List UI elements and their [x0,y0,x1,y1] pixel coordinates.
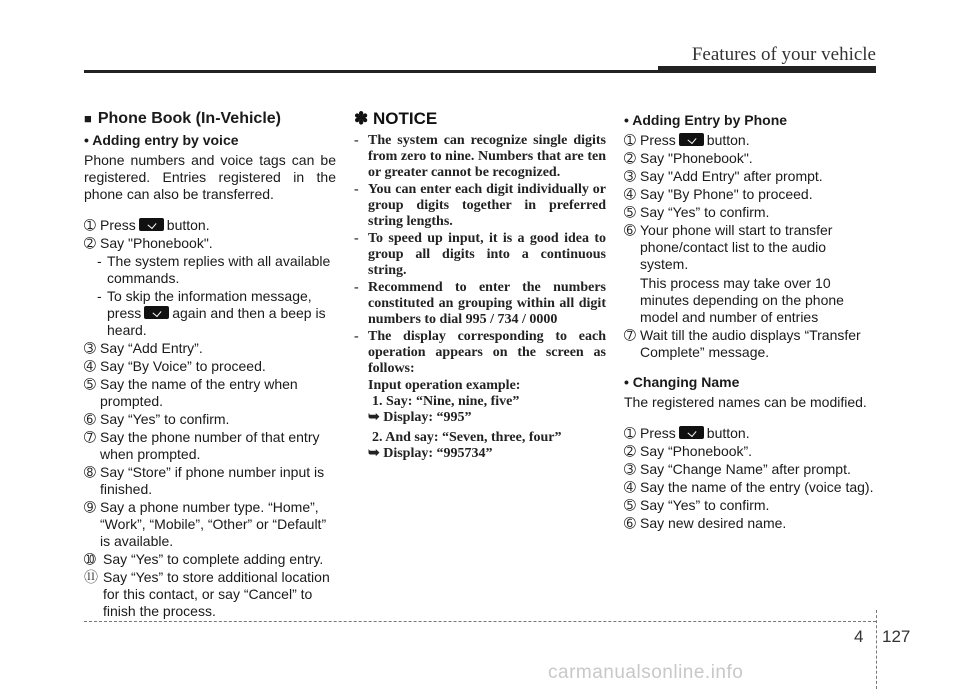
name-step-2 [624,443,878,460]
name-step-1 [624,425,878,442]
spacer [624,362,878,374]
step-number: ➂ [624,461,636,477]
step-2-note-1 [84,253,336,287]
step-8 [84,464,336,498]
example-label: Input operation example: [368,378,521,393]
step-number: ➀ [624,132,636,148]
step-text: Say the name of the entry (voice tag). [640,479,874,495]
phone-step-6-note [624,275,878,326]
notice-item [354,231,606,279]
step-number: ➅ [624,515,636,531]
subheading-changing-name: • Changing Name [624,374,740,390]
step-text: Say "Phonebook". [100,235,213,251]
step-6 [84,411,336,428]
notice-body [354,133,606,462]
header-rule-accent [658,66,876,73]
step-text: again and then a beep is heard. [107,305,326,338]
step-number: ➆ [624,327,636,343]
dash-marker: - [354,133,359,148]
talk-button-icon [144,306,169,319]
dash-marker: - [354,231,359,246]
step-number: ➅ [624,222,636,238]
column-phone-entry [624,106,878,533]
step-text: Say “Yes” to complete adding entry. [103,551,324,567]
step-number: ➇ [84,464,96,480]
step-text: Say "Add Entry" after prompt. [640,168,823,184]
notice-item [354,182,606,230]
notice-item [354,329,606,377]
step-text: Wait till the audio displays “Transfer Complete” message. [640,327,861,360]
step-number: ➂ [84,340,96,356]
example-2-display: ➥ Display: “995734” [368,446,493,461]
step-text: Your phone will start to transfer phone/contact list to the audio system. [640,222,833,272]
column-notice [354,106,606,466]
step-number: ➄ [624,204,636,220]
step-text: button. [706,425,750,441]
step-text: To skip the information message, press [107,288,312,321]
step-text: Press [640,132,676,148]
name-step-6 [624,515,878,532]
step-number: ➁ [624,150,636,166]
step-text: Say “Phonebook”. [640,443,753,459]
example-1-say: 1. Say: “Nine, nine, five” [372,394,520,409]
watermark: carmanualsonline.info [548,662,744,683]
step-number: ➃ [84,358,96,374]
talk-button-icon [679,426,704,439]
step-text: Say the phone number of that entry when prompted. [100,429,320,462]
step-number: ➁ [624,443,636,459]
step-number: ➃ [624,186,636,202]
step-text: This process may take over 10 minutes depending on the phone model and number of entries [640,275,844,325]
step-text: Press [640,425,676,441]
step-3 [84,340,336,357]
step-number: ➀ [84,217,96,233]
step-text: button. [706,132,750,148]
step-number: ➃ [624,479,636,495]
notice-item-text: To speed up input, it is a good idea to group all digits into a continuous string. [368,231,606,278]
step-text: Say “Yes” to confirm. [640,204,770,220]
example-2-say: 2. And say: “Seven, three, four” [372,430,562,445]
name-step-4 [624,479,878,496]
step-2-note-2 [84,288,336,339]
step-10 [84,551,336,568]
dash-marker: - [354,280,359,295]
step-number: ➅ [84,411,96,427]
phone-step-2 [624,150,878,167]
square-bullet-icon: ■ [84,111,92,126]
subheading-by-phone: • Adding Entry by Phone [624,112,788,128]
step-1 [84,217,336,234]
phone-step-5 [624,204,878,221]
step-11 [84,569,336,620]
step-text: Say “Add Entry”. [100,340,203,356]
notice-item [354,280,606,328]
step-number: ➂ [624,168,636,184]
step-4 [84,358,336,375]
step-text: Press [100,217,136,233]
step-text: Say "By Phone" to proceed. [640,186,813,202]
step-number: ➁ [84,235,96,251]
step-text: Say “Yes” to store additional location for this contact, or say “Cancel” to finish the process. [103,569,330,619]
step-5 [84,376,336,410]
phone-step-4 [624,186,878,203]
dash-marker: - [97,253,102,269]
footer-rule [84,621,876,622]
column-voice-entry [84,106,336,621]
notice-title: ✽ NOTICE [354,109,438,128]
step-text: Say new desired name. [640,515,787,531]
step-number: ➄ [624,497,636,513]
section-heading [84,110,336,127]
dash-marker: - [354,182,359,197]
dash-marker: - [354,329,359,344]
notice-item-text: The system can recognize single digits from zero to nine. Numbers that are ten or greater cannot be recognized. [368,133,606,180]
section-heading-text: Phone Book (In-Vehicle) [97,110,281,127]
step-text: Say “Store” if phone number input is finished. [100,464,325,497]
step-text: button. [166,217,210,233]
phone-step-7 [624,327,878,361]
phone-step-1 [624,132,878,149]
step-number: ➉ [84,551,96,567]
notice-item-text: Recommend to enter the numbers constituted an grouping within all digit numbers to dial 995 / 734 / 0000 [368,280,606,327]
step-text: Say the name of the entry when prompted. [100,376,298,409]
name-intro: The registered names can be modified. [624,394,867,410]
phone-step-6 [624,222,878,273]
intro-paragraph: Phone numbers and voice tags can be registered. Entries registered in the phone can also be transferred. [84,152,336,202]
footer-divider [876,610,877,689]
name-step-5 [624,497,878,514]
step-text: The system replies with all available commands. [107,253,331,286]
page-header-title: Features of your vehicle [691,44,876,65]
step-text: Say "Phonebook". [640,150,753,166]
example-1-display: ➥ Display: “995” [368,410,472,425]
step-text: Say “Yes” to confirm. [100,411,230,427]
step-number: ➀ [624,425,636,441]
step-number: ➈ [84,499,96,515]
name-step-3 [624,461,878,478]
dash-marker: - [97,288,102,304]
step-text: Say a phone number type. “Home”, “Work”, “Mobile”, “Other” or “Default” is available. [100,499,327,549]
talk-button-icon [679,133,704,146]
page-number: 127 [882,627,911,646]
step-number: ➄ [84,376,96,392]
subheading-voice: • Adding entry by voice [84,132,239,148]
notice-item-text: The display corresponding to each operation appears on the screen as follows: [368,329,606,376]
step-text: Say “Change Name” after prompt. [640,461,851,477]
step-2 [84,235,336,252]
phone-step-3 [624,168,878,185]
step-number: ➆ [84,429,96,445]
chapter-number: 4 [854,627,864,646]
step-text: Say “Yes” to confirm. [640,497,770,513]
notice-item-text: You can enter each digit individually or group digits together in preferred string lengths. [368,182,606,229]
notice-item [354,133,606,181]
step-number: ⑪ [84,569,98,585]
step-text: Say “By Voice” to proceed. [100,358,266,374]
step-7 [84,429,336,463]
talk-button-icon [139,218,164,231]
step-9 [84,499,336,550]
